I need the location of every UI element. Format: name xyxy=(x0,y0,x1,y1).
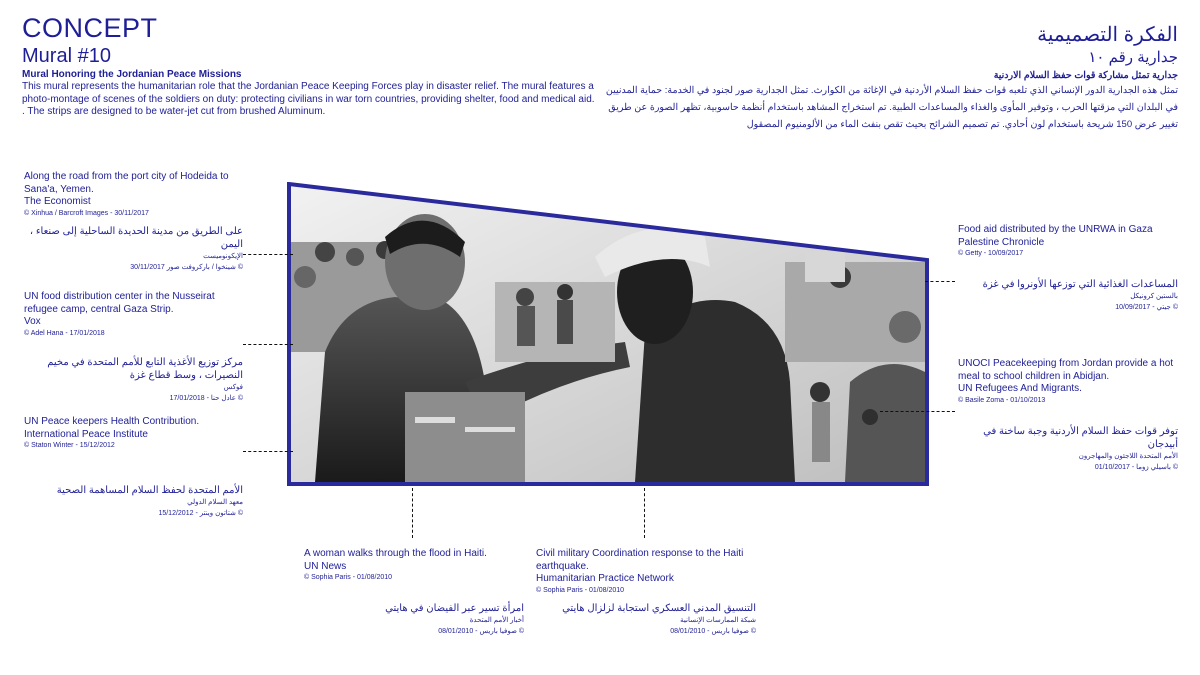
caption-flood-ar-text: امرأة تسير عبر الفيضان في هايتي xyxy=(385,603,524,614)
caption-haiti xyxy=(536,548,746,596)
caption-hodeida-source: The Economist xyxy=(24,196,91,207)
leader-line-hodeida xyxy=(243,254,293,255)
caption-flood-ar xyxy=(304,602,524,637)
caption-haiti-text: Civil military Coordination response to the Haiti earthquake. xyxy=(536,548,744,572)
caption-flood xyxy=(304,548,514,583)
caption-gaza-center-ar-credit: © عادل حنا - 17/01/2018 xyxy=(169,395,243,402)
caption-hodeida-ar xyxy=(13,225,243,273)
mural-heading-ar: جدارية تمثل مشاركة قوات حفظ السلام الاردنية xyxy=(993,70,1178,81)
caption-gaza-center-source: Vox xyxy=(24,316,41,327)
caption-haiti-source: Humanitarian Practice Network xyxy=(536,573,674,584)
mural-number: Mural #10 xyxy=(22,45,111,67)
caption-haiti-ar-source: شبكة الممارسات الإنسانية xyxy=(680,617,756,624)
mural-description-en: This mural represents the humanitarian role that the Jordanian Peace Keeping Forces play in disaster relief. The mural features a photo-montage of scenes of the soldiers on duty: protecting civilians in war torn countries, providing shelter, food and medical aid. . The strips are designed to be water-jet cut from brushed Aluminum. xyxy=(22,81,595,117)
caption-unrwa xyxy=(958,224,1183,259)
caption-unrwa-ar-text: المساعدات الغذائية التي توزعها الأونروا في غزة xyxy=(982,279,1178,290)
caption-unrwa-source: Palestine Chronicle xyxy=(958,236,1045,248)
caption-gaza-center-ar-source: فوكس xyxy=(223,384,243,391)
caption-hodeida-credit: © Xinhua / Barcroft Images - 30/11/2017 xyxy=(24,209,149,217)
caption-gaza-center-ar-text: مركز توزيع الأغذية التابع للأمم المتحدة في مخيم النصيرات ، وسط قطاع غزة xyxy=(47,357,243,381)
caption-hodeida-ar-source: الإيكونوميست xyxy=(203,253,243,260)
leader-line-health xyxy=(243,451,293,452)
caption-abidjan xyxy=(958,358,1178,406)
caption-gaza-center-ar xyxy=(13,356,243,404)
caption-flood-ar-credit: © صوفيا باريس - 08/01/2010 xyxy=(438,628,524,635)
caption-health-ar xyxy=(13,484,243,519)
caption-health-credit: © Staton Winter - 15/12/2012 xyxy=(24,442,115,449)
caption-haiti-ar xyxy=(536,602,756,637)
caption-health-source: International Peace Institute xyxy=(24,428,148,440)
leader-line-gaza-center xyxy=(243,344,293,345)
caption-abidjan-ar-source: الأمم المتحدة اللاجئون والمهاجرون xyxy=(1078,453,1178,460)
concept-title: CONCEPT xyxy=(22,13,158,43)
caption-unrwa-text: Food aid distributed by the UNRWA in Gaza xyxy=(958,224,1153,235)
caption-unrwa-ar-credit: © جيتي - 10/09/2017 xyxy=(1115,304,1178,311)
leader-line-unrwa xyxy=(925,281,955,282)
caption-abidjan-ar xyxy=(958,425,1178,473)
caption-gaza-center-text: UN food distribution center in the Nusseirat refugee camp, central Gaza Strip. xyxy=(24,291,215,315)
caption-haiti-ar-credit: © صوفيا باريس - 08/01/2010 xyxy=(670,628,756,635)
caption-flood-text: A woman walks through the flood in Haiti. xyxy=(304,548,487,559)
caption-abidjan-credit: © Basile Zoma - 01/10/2013 xyxy=(958,396,1046,404)
caption-abidjan-ar-credit: © باسيلي زوما - 01/10/2017 xyxy=(1094,464,1178,471)
caption-hodeida-ar-credit: © شينخوا / باركروفت صور 30/11/2017 xyxy=(130,264,243,271)
caption-health xyxy=(24,416,249,451)
caption-health-text: UN Peace keepers Health Contribution. xyxy=(24,416,200,427)
mural-heading-en: Mural Honoring the Jordanian Peace Missions xyxy=(22,69,242,80)
caption-hodeida-text: Along the road from the port city of Hodeida to Sana'a, Yemen. xyxy=(24,171,229,195)
caption-health-ar-source: معهد السلام الدولي xyxy=(187,499,243,506)
caption-haiti-ar-text: التنسيق المدني العسكري استجابة لزلزال هايتي xyxy=(562,603,756,614)
caption-health-ar-credit: © شتاتون وينتر - 15/12/2012 xyxy=(158,510,243,517)
mural-description-ar: تمثل هذه الجدارية الدور الإنساني الذي تلعبه قوات حفظ السلام الأردنية في الإغاثة من الكوارث. تمثل الجدارية صور لجنود في الخدمة: حماية المدنيين في البلدان التي مزقتها الحرب ، وتوفير المأوى والغذاء والمساعدات الطبية. تم استخراج المشاهد باستخدام أنظمة حاسوبية، تظهر الصورة عن طريق تغيير عرض 150 شريحة باستخدام لون أحادي. تم تصميم الشرائح بحيث تقص بنفث الماء من الألومنيوم المصقول xyxy=(605,85,1178,130)
caption-flood-source: UN News xyxy=(304,560,347,572)
caption-haiti-credit: © Sophia Paris - 01/08/2010 xyxy=(536,586,625,594)
caption-flood-ar-source: أخبار الأمم المتحدة xyxy=(469,617,524,624)
caption-unrwa-ar xyxy=(958,278,1178,313)
caption-abidjan-ar-text: توفر قوات حفظ السلام الأردنية وجبة ساخنة في أبيدجان xyxy=(983,426,1178,450)
concept-title-ar: الفكرة التصميمية xyxy=(1037,24,1178,46)
caption-health-ar-text: الأمم المتحدة لحفظ السلام المساهمة الصحية xyxy=(56,485,243,496)
caption-gaza-center-credit: © Adel Hana - 17/01/2018 xyxy=(24,329,105,337)
caption-hodeida xyxy=(24,171,234,219)
caption-abidjan-text: UNOCI Peacekeeping from Jordan provide a hot meal to school children in Abidjan. xyxy=(958,358,1174,382)
caption-unrwa-credit: © Getty - 10/09/2017 xyxy=(958,250,1024,257)
caption-gaza-center xyxy=(24,291,249,339)
caption-unrwa-ar-source: بالستين كرونيكل xyxy=(1130,293,1178,300)
mural-number-ar: جدارية رقم ١٠ xyxy=(1088,49,1178,66)
mural-photo-montage xyxy=(285,182,931,488)
caption-abidjan-source: UN Refugees And Migrants. xyxy=(958,383,1082,394)
caption-flood-credit: © Sophia Paris - 01/08/2010 xyxy=(304,574,393,581)
caption-hodeida-ar-text: على الطريق من مدينة الحديدة الساحلية إلى صنعاء ، اليمن xyxy=(29,226,243,250)
leader-line-haiti xyxy=(644,488,645,538)
leader-line-abidjan xyxy=(880,411,955,412)
leader-line-flood xyxy=(412,488,413,538)
